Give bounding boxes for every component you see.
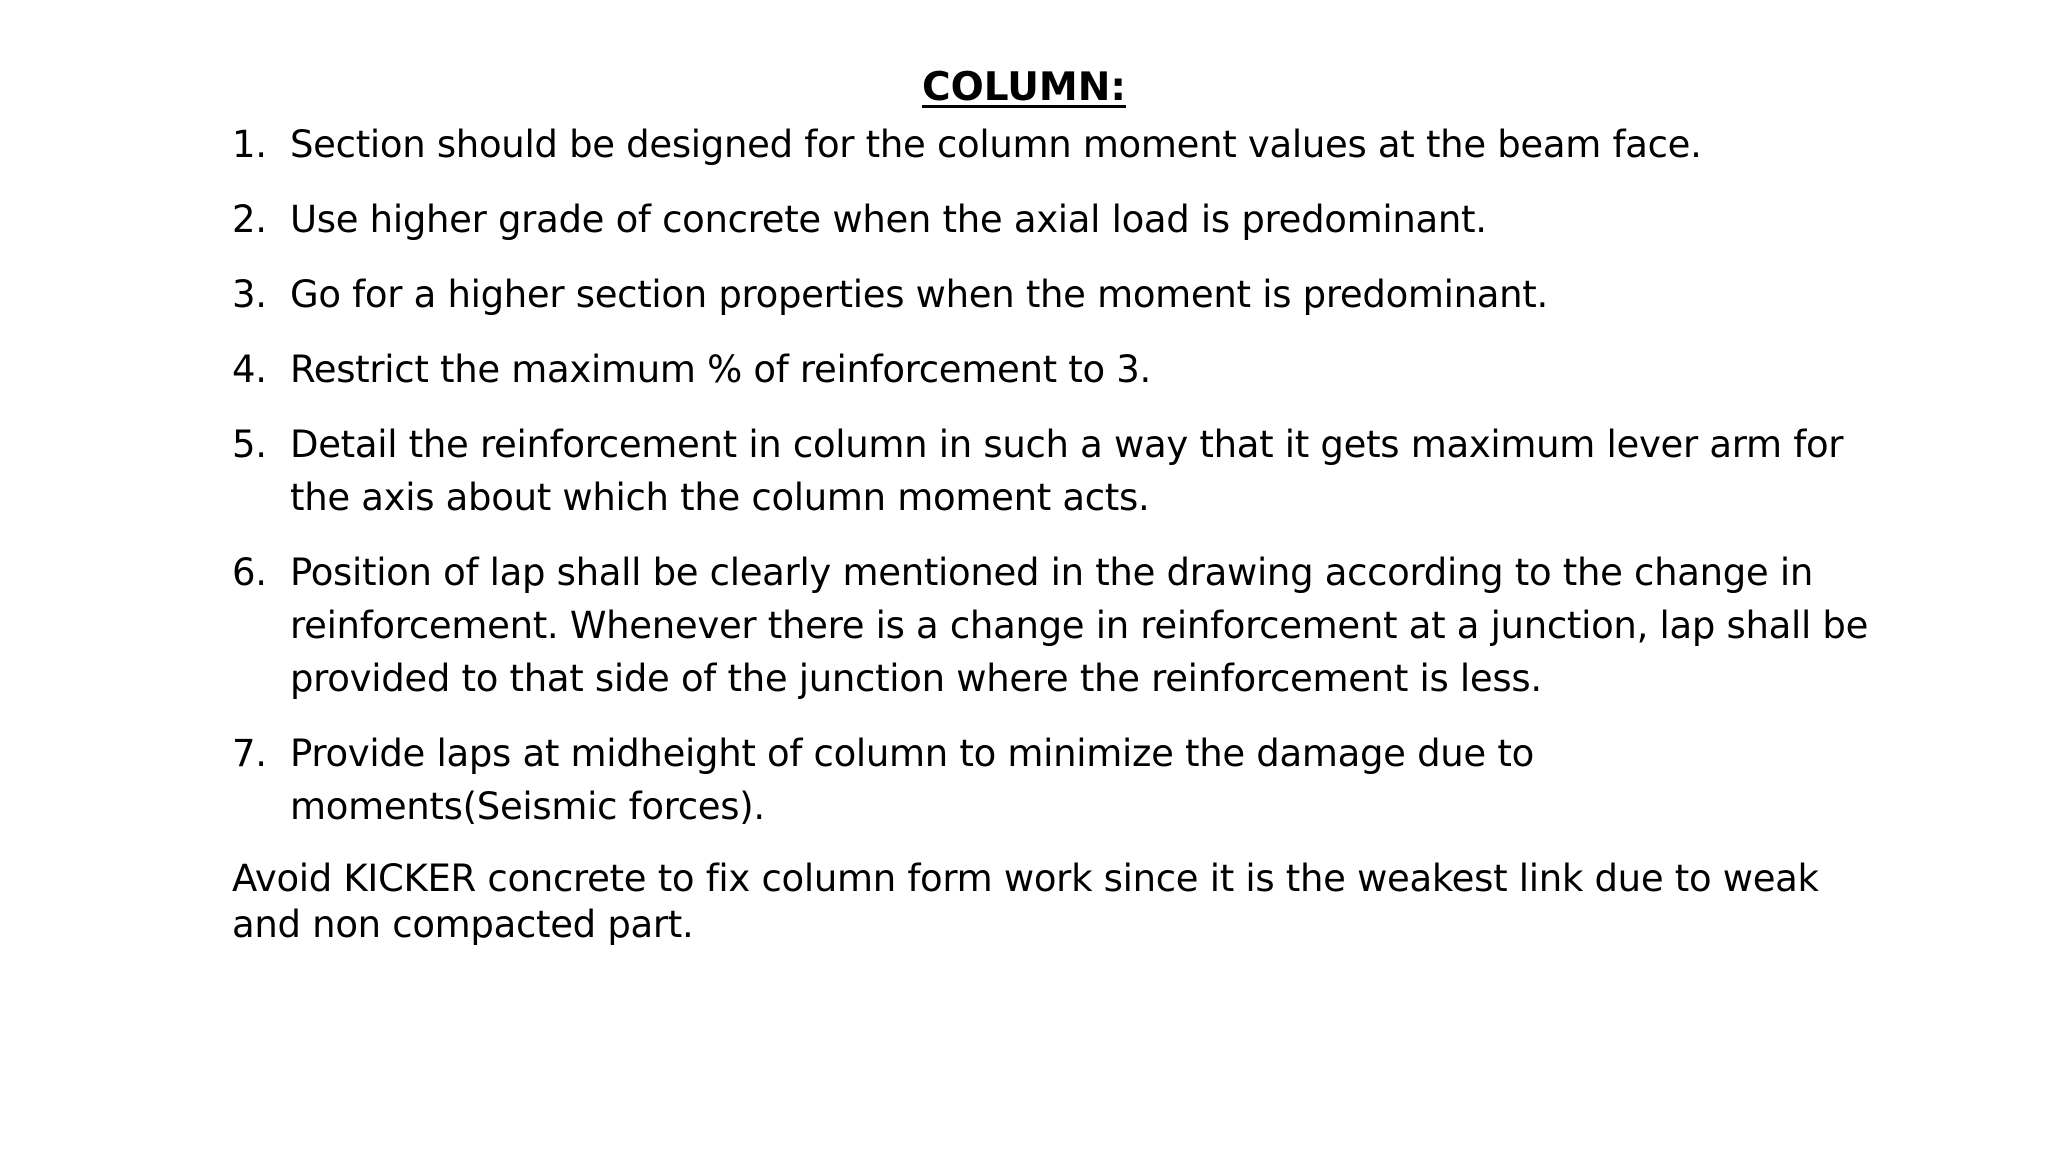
item-number: 3. bbox=[232, 273, 267, 316]
item-number: 7. bbox=[232, 732, 267, 775]
item-text: Restrict the maximum % of reinforcement to 3. bbox=[290, 348, 1152, 391]
list-item bbox=[232, 343, 1872, 396]
list-item bbox=[232, 727, 1872, 833]
item-text: Position of lap shall be clearly mentioned in the drawing according to the change in reinforcement. Whenever there is a change in reinforcement at a junction, lap shall be provided to that side of the junction where the reinforcement is less. bbox=[290, 551, 1869, 700]
item-number: 4. bbox=[232, 348, 267, 391]
list-item bbox=[232, 546, 1872, 705]
list-item bbox=[232, 268, 1872, 321]
item-text: Go for a higher section properties when the moment is predominant. bbox=[290, 273, 1548, 316]
list-item bbox=[232, 418, 1872, 524]
slide-title: COLUMN: bbox=[922, 65, 1126, 110]
item-text: Detail the reinforcement in column in such a way that it gets maximum lever arm for the axis about which the column moment acts. bbox=[290, 423, 1844, 519]
item-text: Provide laps at midheight of column to minimize the damage due to moments(Seismic forces). bbox=[290, 732, 1534, 828]
list-item bbox=[232, 193, 1872, 246]
item-number: 2. bbox=[232, 198, 267, 241]
item-text: Use higher grade of concrete when the axial load is predominant. bbox=[290, 198, 1487, 241]
item-text: Section should be designed for the column moment values at the beam face. bbox=[290, 123, 1702, 166]
list-item bbox=[232, 118, 1872, 171]
guidelines-list bbox=[232, 118, 1872, 855]
item-number: 5. bbox=[232, 423, 267, 466]
item-number: 1. bbox=[232, 123, 267, 166]
closing-note: Avoid KICKER concrete to fix column form work since it is the weakest link due to weak and non compacted part. bbox=[232, 857, 1819, 946]
item-number: 6. bbox=[232, 551, 267, 594]
